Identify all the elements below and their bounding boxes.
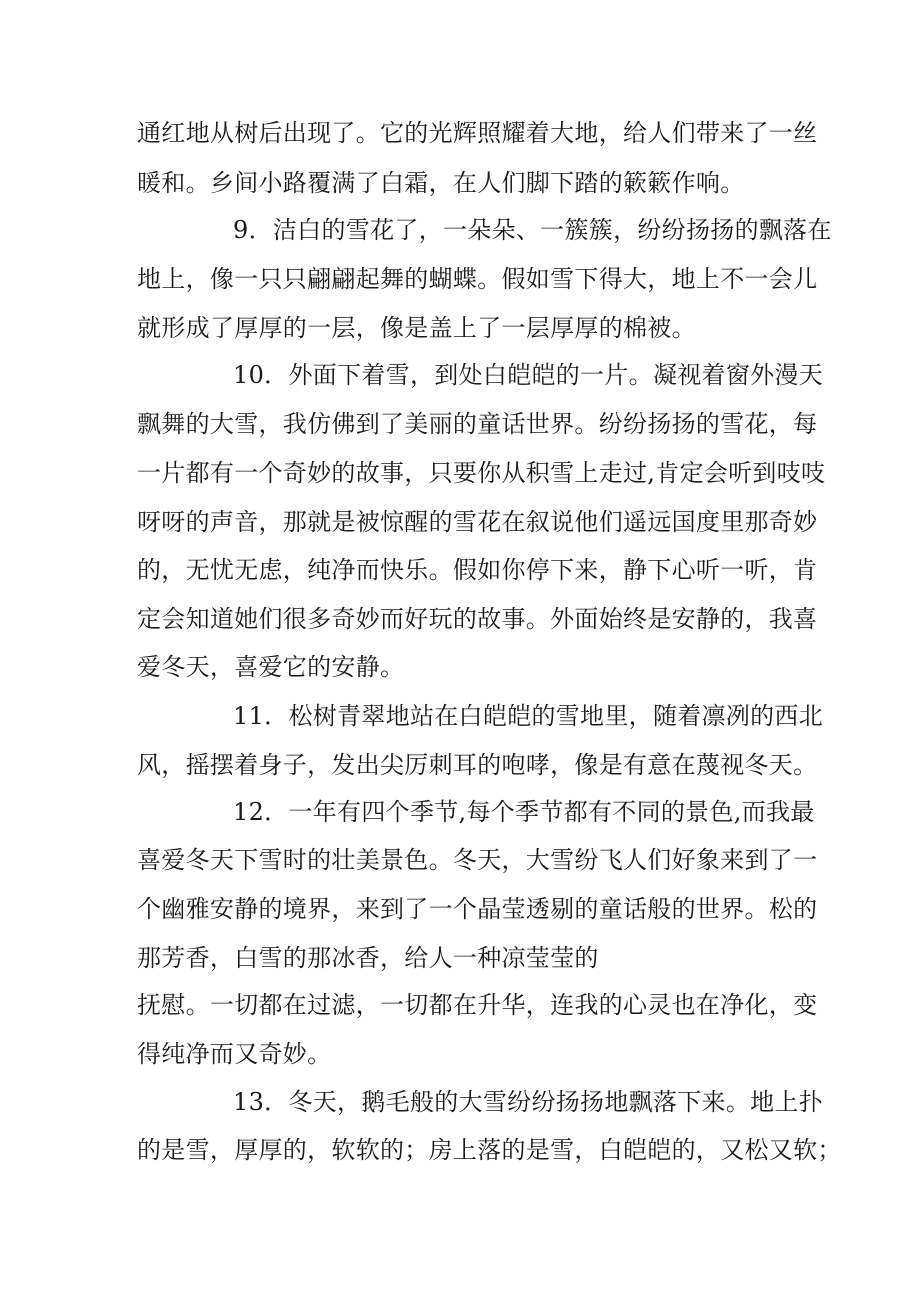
text-line: 定会知道她们很多奇妙而好玩的故事。外面始终是安静的，我喜 bbox=[137, 605, 818, 633]
text-line: 的是雪，厚厚的，软软的；房上落的是雪，白皑皑的，又松又软； bbox=[137, 1136, 842, 1164]
text-line: 的，无忧无虑，纯净而快乐。假如你停下来，静下心听一听，肯 bbox=[137, 556, 818, 584]
text-line: 通红地从树后出现了。它的光辉照耀着大地，给人们带来了一丝 bbox=[137, 119, 818, 147]
paragraph-9-start: 9．洁白的雪花了，一朵朵、一簇簇，纷纷扬扬的飘落在 bbox=[233, 216, 832, 244]
paragraph-11-start: 11．松树青翠地站在白皑皑的雪地里，随着凛冽的西北 bbox=[233, 702, 824, 730]
text-line: 地上，像一只只翩翩起舞的蝴蝶。假如雪下得大，地上不一会儿 bbox=[137, 265, 818, 293]
text-line: 那芳香，白雪的那冰香，给人一种凉莹莹的 bbox=[137, 944, 599, 972]
text-line: 呀呀的声音，那就是被惊醒的雪花在叙说他们遥远国度里那奇妙 bbox=[137, 508, 818, 536]
text-line: 爱冬天，喜爱它的安静。 bbox=[137, 653, 405, 681]
paragraph-10-start: 10．外面下着雪，到处白皑皑的一片。凝视着窗外漫天 bbox=[233, 361, 824, 389]
text-line: 得纯净而又奇妙。 bbox=[137, 1040, 332, 1068]
text-line: 就形成了厚厚的一层，像是盖上了一层厚厚的棉被。 bbox=[137, 314, 696, 342]
text-line: 个幽雅安静的境界，来到了一个晶莹透剔的童话般的世界。松的 bbox=[137, 895, 818, 923]
text-line: 抚慰。一切都在过滤，一切都在升华，连我的心灵也在净化，变 bbox=[137, 991, 818, 1019]
text-line: 风，摇摆着身子，发出尖厉刺耳的咆哮，像是有意在蔑视冬天。 bbox=[137, 751, 818, 779]
text-line: 喜爱冬天下雪时的壮美景色。冬天，大雪纷飞人们好象来到了一 bbox=[137, 846, 818, 874]
paragraph-13-start: 13．冬天，鹅毛般的大雪纷纷扬扬地飘落下来。地上扑 bbox=[233, 1088, 824, 1116]
text-line: 暖和。乡间小路覆满了白霜，在人们脚下踏的簌簌作响。 bbox=[137, 169, 745, 197]
text-line: 一片都有一个奇妙的故事，只要你从积雪上走过,肯定会听到吱吱 bbox=[137, 459, 826, 487]
text-line: 飘舞的大雪，我仿佛到了美丽的童话世界。纷纷扬扬的雪花，每 bbox=[137, 410, 818, 438]
paragraph-12-start: 12．一年有四个季节,每个季节都有不同的景色,而我最 bbox=[233, 798, 815, 826]
